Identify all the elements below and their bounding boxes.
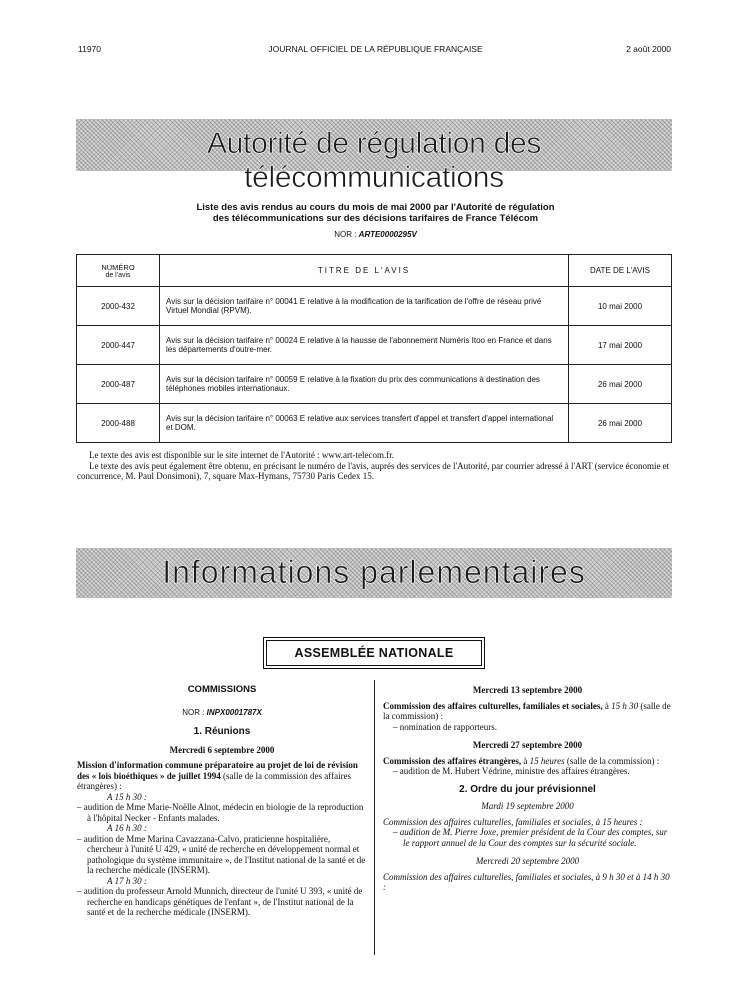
list-title-line-1: Liste des avis rendus au cours du mois de mai 2000 par l'Autorité de régulation [196,202,555,213]
nor-reference [0,230,751,239]
commission-at: à [521,755,530,766]
commissions-heading: COMMISSIONS [187,684,257,695]
time-label: A 16 h 30 : [107,823,147,833]
mission-paragraph [77,760,367,792]
list-title [0,202,751,224]
time-label: A 15 h 30 : [107,791,147,802]
row-numero: 2000-487 [77,365,160,404]
agenda-item: – audition de Mme Marie-Noëlle Alnot, médecin en biologie de la reproduction à l'hôpital Necker - Enfants malades. [77,802,364,823]
left-nor-label: NOR : [182,707,205,717]
header-numero-line2: de l'avis [105,271,131,279]
row-numero: 2000-432 [77,287,160,326]
row-titre: Avis sur la décision tarifaire n° 00063 E relative aux services transfert d'appel et transfert d'appel international et DOM. [160,404,569,443]
agenda-item: – audition du professeur Arnold Munnich, directeur de l'unité U 393, « unité de recherche en handicaps génétiques de l'enfant », de l'Institut national de la santé et de la recherche médicale (INSERM). [77,886,363,917]
left-nor [77,708,367,719]
commission-name: Commission des affaires étrangères, [383,755,522,766]
agenda-item: – audition de M. Pierre Joxe, premier président de la Cour des comptes, sur le rapport annuel de la Cour des comptes sur la sécurité sociale. [393,827,668,848]
reunions-heading: 1. Réunions [193,726,251,737]
header-date [569,255,672,287]
header-titre-label: TITRE DE L'AVIS [317,266,411,275]
assemblee-nationale-title: ASSEMBLÉE NATIONALE [294,646,454,660]
commission-paragraph: Commission des affaires culturelles, familiales et sociales, à 9 h 30 et à 14 h 30 : [383,871,670,892]
table-row [77,326,672,365]
assemblee-nationale-box [266,640,482,666]
date-heading: Mardi 19 septembre 2000 [481,801,574,811]
issue-date: 2 août 2000 [626,44,671,54]
table-row [77,404,672,443]
header-numero-line1: NUMÉRO [101,262,135,272]
row-date: 17 mai 2000 [569,326,672,365]
date-heading: Mercredi 13 septembre 2000 [472,685,583,695]
row-titre: Avis sur la décision tarifaire n° 00059 E relative à la fixation du prix des communications à destination des téléphones mobiles internationaux. [160,365,569,404]
banner-title: Informations parlementaires [162,554,586,590]
agenda-item: – nomination de rapporteurs. [393,721,497,732]
agenda-item: – audition de Mme Marina Cavazzana-Calvo, praticienne hospitalière, chercheur à l'unité U 429, « unité de recherche en développement normal et pathologique du système immunitaire », de l'Institut national de la santé et de la recherche médicale (INSERM). [77,833,366,875]
row-date: 10 mai 2000 [569,287,672,326]
commission-at: à [602,700,612,711]
commission-time: 15 h 30 [611,700,639,711]
row-date: 26 mai 2000 [569,365,672,404]
header-numero [77,255,160,287]
commission-room: (salle de la commission) : [564,755,660,766]
arcep-banner [76,119,672,194]
table-header-row [77,255,672,287]
nor-label: NOR : [334,230,357,239]
ordre-heading: 2. Ordre du jour prévisionnel [459,783,596,795]
commission-paragraph: Commission des affaires culturelles, familiales et sociales, à 15 heures : [383,816,643,827]
commission-paragraph [383,756,672,767]
mission-title: Mission d'information commune préparatoire au projet de loi de révision des « lois bioéthiques » de juillet 1994 [77,760,358,781]
date-heading: Mercredi 20 septembre 2000 [475,856,580,866]
header-date-label: DATE DE L'AVIS [590,266,650,275]
commission-paragraph [383,701,672,722]
avis-table [76,254,672,443]
date-heading: Mercredi 27 septembre 2000 [472,740,583,750]
right-column [383,685,672,893]
commission-name: Commission des affaires culturelles, familiales et sociales, [383,700,603,711]
row-numero: 2000-447 [77,326,160,365]
mission-room: (salle de la commission des affaires étrangères) : [77,770,352,791]
availability-notes [77,450,673,482]
page-number: 11970 [78,44,102,54]
column-divider [374,680,375,955]
table-row [77,287,672,326]
left-column [77,685,367,918]
banner-title: Autorité de régulation des télécommunications [206,127,542,194]
header-titre [160,255,569,287]
note-courrier: Le texte des avis peut également être obtenu, en précisant le numéro de l'avis, auprès des services de l'Autorité, par courrier adressé à l'ART (service économie et concurrence, M. Paul Donsimoni), 7, square Max-Hymans, 75730 Paris Cedex 15. [77,460,670,481]
note-internet: Le texte des avis est disponible sur le site internet de l'Autorité : www.art-telecom.fr. [89,450,394,460]
table-row [77,365,672,404]
row-numero: 2000-488 [77,404,160,443]
time-label: A 17 h 30 : [107,875,147,886]
row-titre: Avis sur la décision tarifaire n° 00024 E relative à la hausse de l'abonnement Numéris Itoo en France et dans les départements d'outre-mer. [160,326,569,365]
nor-value: ARTE0000295V [358,230,417,239]
commission-room: (salle de la commission) : [383,700,671,721]
parliament-banner [76,548,672,598]
left-nor-value: INPX0001787X [206,707,262,717]
row-date: 26 mai 2000 [569,404,672,443]
date-heading: Mercredi 6 septembre 2000 [169,744,275,755]
journal-title: JOURNAL OFFICIEL DE LA RÉPUBLIQUE FRANÇAISE [268,44,483,54]
list-title-line-2: des télécommunications sur des décisions tarifaires de France Télécom [212,213,539,224]
agenda-item: – audition de M. Hubert Védrine, ministre des affaires étrangères. [393,766,630,776]
commission-time: 15 heures [529,755,565,766]
row-titre: Avis sur la décision tarifaire n° 00041 E relative à la modification de la tarification de l'offre de réseau privé Virtuel Mondial (RPVM). [160,287,569,326]
